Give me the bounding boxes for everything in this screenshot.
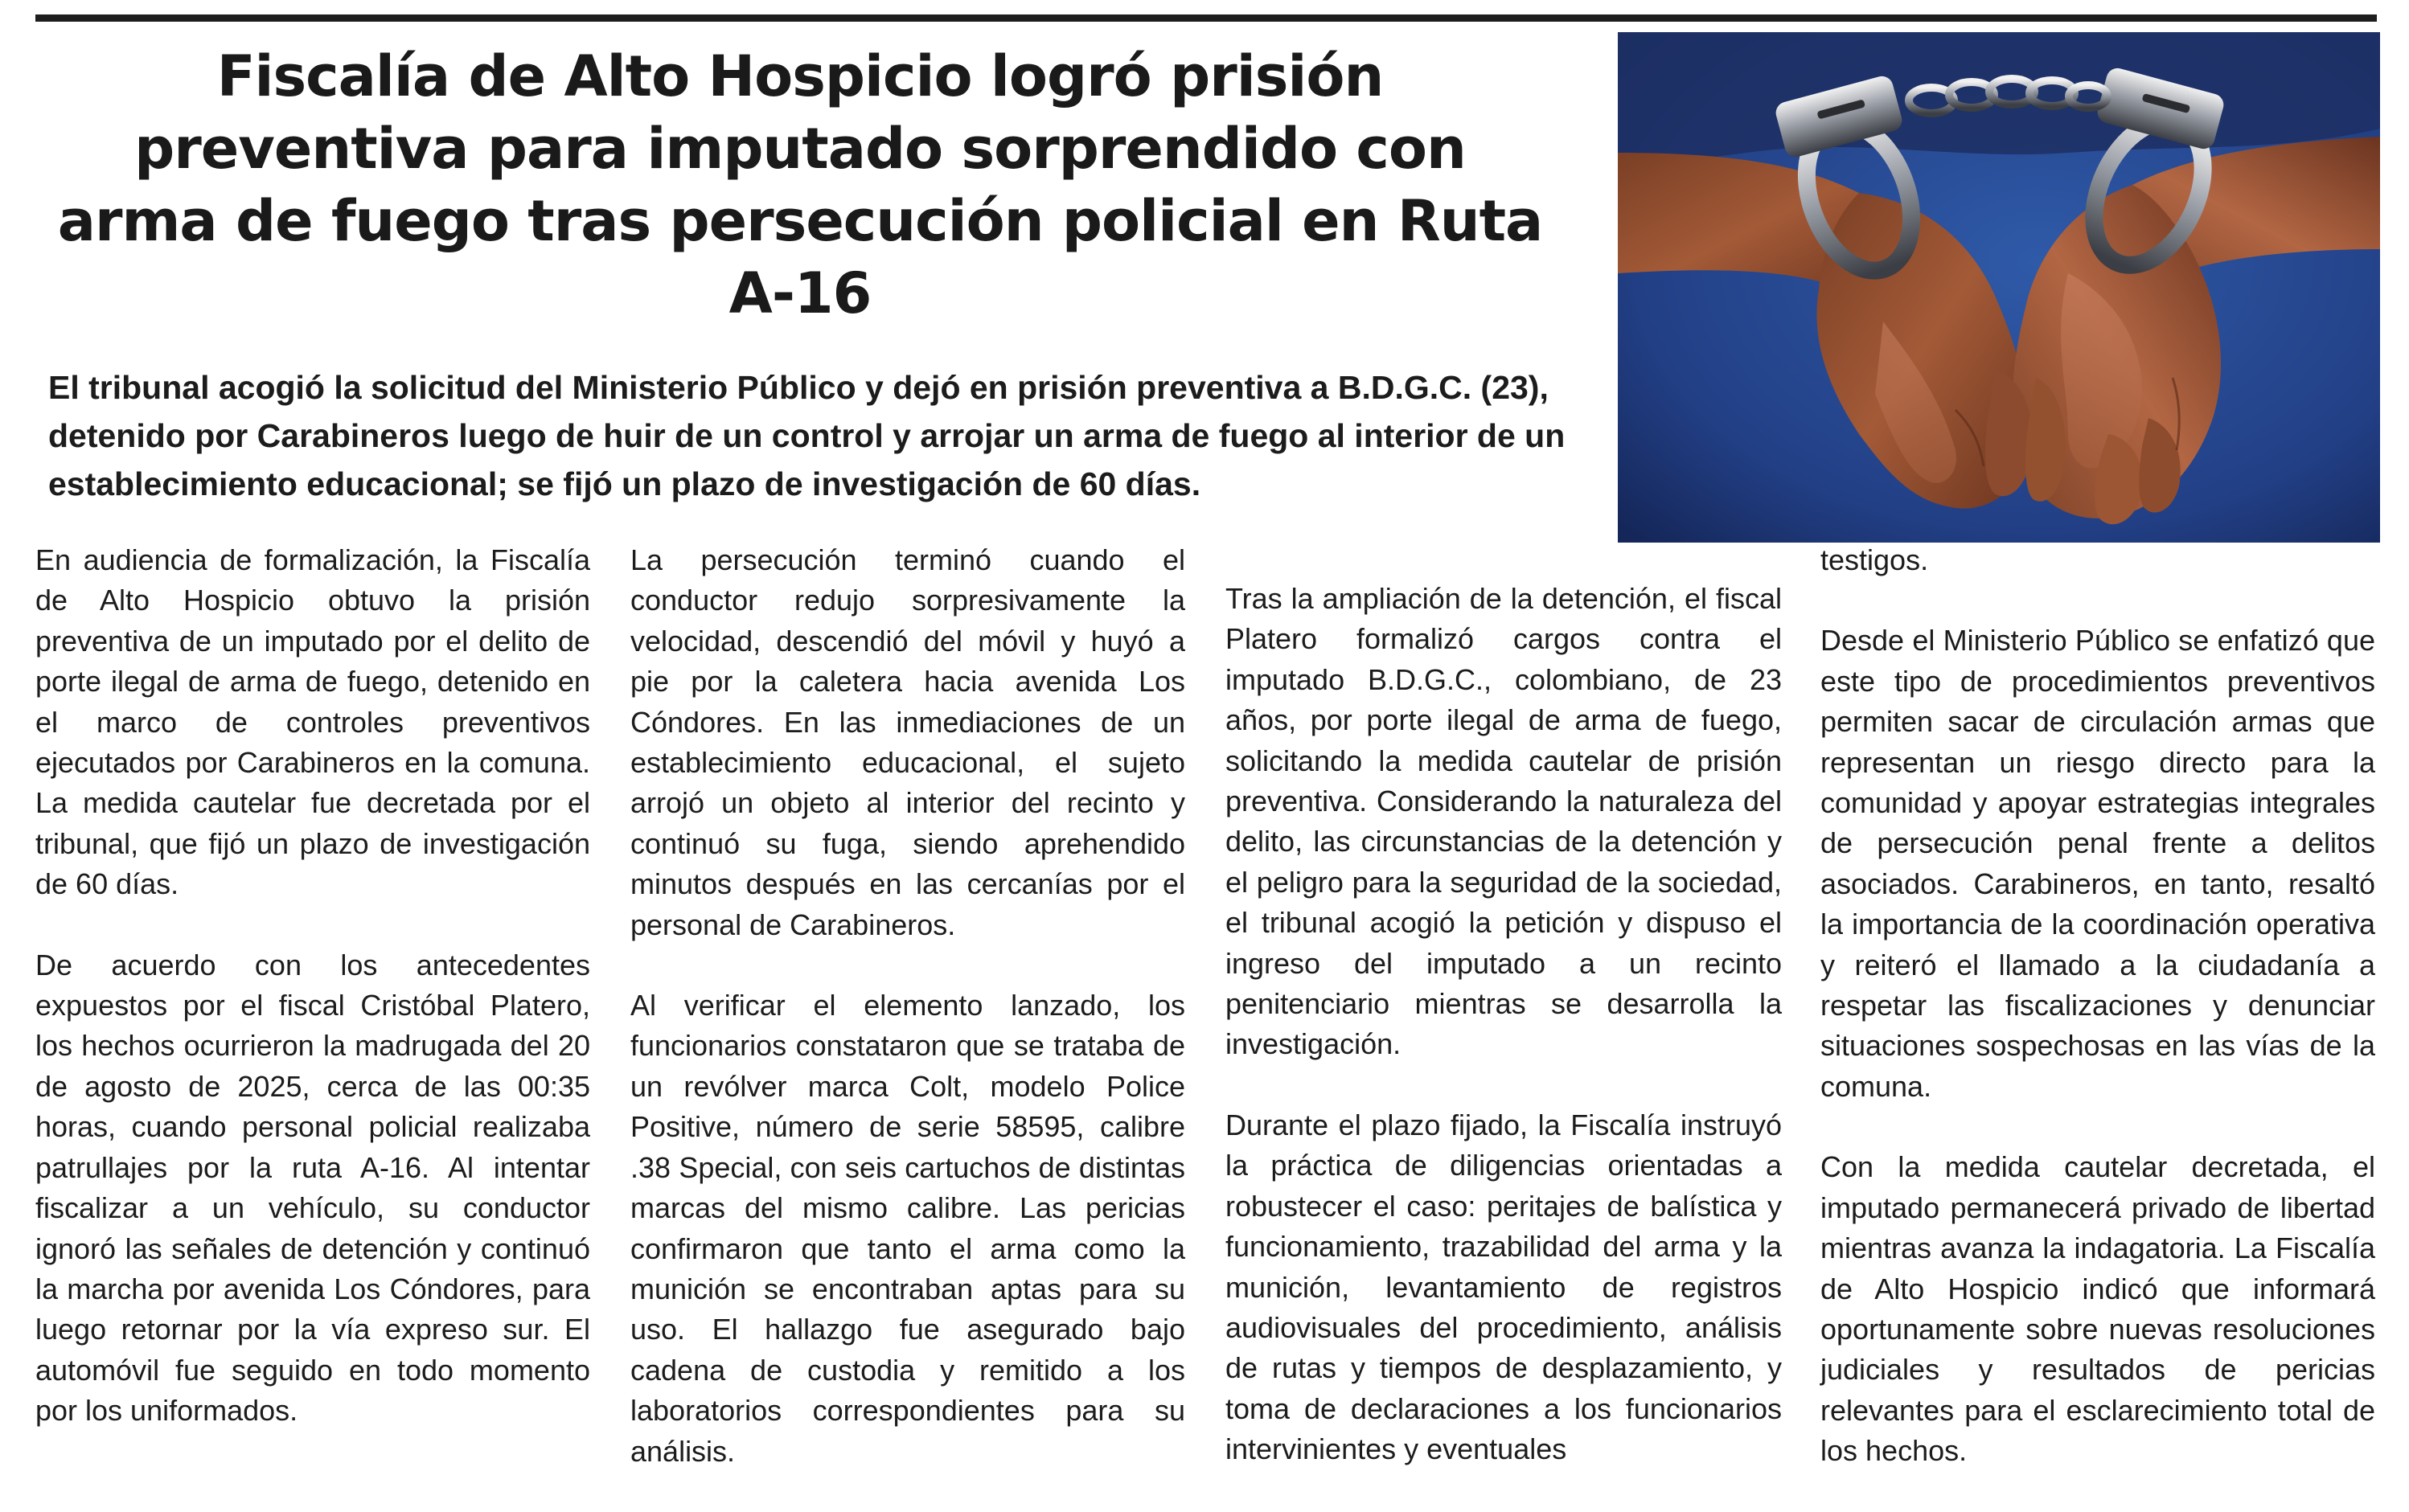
body-paragraph: En audiencia de formalización, la Fiscalía de Alto Hospicio obtuvo la prisión preventiva de un imputado por el delito de porte ilegal de arma de fuego, detenido en el marco de controles preventivos ejecutados por Carabineros en la comuna. La medida cautelar fue decretada por el tribunal, que fijó un plazo de investigación de 60 días. (35, 543, 590, 901)
article-column-1 (35, 540, 590, 1472)
body-paragraph: Tras la ampliación de la detención, el fiscal Platero formalizó cargos contra el imputado B.D.G.C., colombiano, de 23 años, por porte ilegal de arma de fuego, solicitando la medida cautelar de prisión preventiva. Considerando la naturaleza del delito, las circunstancias de la detención y el peligro para la seguridad de la sociedad, el tribunal acogió la petición y dispuso el ingreso del imputado a un recinto penitenciario mientras se desarrolla la investigación. (1225, 582, 1782, 1061)
body-paragraph: Durante el plazo fijado, la Fiscalía instruyó la práctica de diligencias orientadas a robustecer el caso: peritajes de balística y funcionamiento, trazabilidad del arma y la munición, levantamiento de registros audiovisuales del procedimiento, análisis de rutas y tiempos de desplazamiento, y toma de declaraciones a los funcionarios intervinientes y eventuales (1225, 1108, 1782, 1466)
headline: Fiscalía de Alto Hospicio logró prisión preventiva para imputado sorprendido con arma de fuego tras persecución policial en Ruta A-16 (57, 43, 1543, 326)
handcuffs-photo (1618, 32, 2380, 543)
body-paragraph: Con la medida cautelar decretada, el imputado permanecerá privado de libertad mientras avanza la indagatoria. La Fiscalía de Alto Hospicio indicó que informará oportunamente sobre nuevas resoluciones judiciales y resultados de pericias relevantes para el esclarecimiento total de los hechos. (1820, 1150, 2375, 1468)
handcuffs-illustration (1618, 32, 2380, 543)
body-paragraph: La persecución terminó cuando el conductor redujo sorpresivamente la velocidad, descendió del móvil y huyó a pie por la caletera hacia avenida Los Cóndores. En las inmediaciones de un establecimiento educacional, el sujeto arrojó un objeto al interior del recinto y continuó su fuga, siendo aprehendido minutos después en las cercanías por el personal de Carabineros. (630, 543, 1185, 941)
article-column-4 (1820, 540, 2375, 1512)
body-paragraph-continued: testigos. (1820, 543, 1929, 576)
lead-paragraph: El tribunal acogió la solicitud del Ministerio Público y dejó en prisión preventiva a B.D.G.C. (23), detenido por Carabineros luego de huir de un control y arrojar un arma de fuego al interior de un establecimiento educacional; se fijó un plazo de investigación de 60 días. (48, 369, 1566, 502)
article-column-2 (630, 540, 1185, 1512)
body-paragraph: De acuerdo con los antecedentes expuestos por el fiscal Cristóbal Platero, los hechos ocurrieron la madrugada del 20 de agosto de 2025, cerca de las 00:35 horas, cuando personal policial realizaba patrullajes por la ruta A-16. Al intentar fiscalizar a un vehículo, su conductor ignoró las señales de detención y continuó la marcha por avenida Los Cóndores, para luego retornar por la vía expreso sur. El automóvil fue seguido en todo momento por los uniformados. (35, 948, 590, 1428)
body-paragraph: Al verificar el elemento lanzado, los funcionarios constataron que se trataba de un revólver marca Colt, modelo Police Positive, número de serie 58595, calibre .38 Special, con seis cartuchos de distintas marcas del mismo calibre. Las pericias confirmaron que tanto el arma como la munición se encontraban aptas para su uso. El hallazgo fue asegurado bajo cadena de custodia y remitido a los laboratorios correspondientes para su análisis. (630, 989, 1185, 1468)
top-rule (35, 14, 2377, 22)
body-paragraph: Desde el Ministerio Público se enfatizó que este tipo de procedimientos preventivos permiten sacar de circulación armas que representan un riesgo directo para la comunidad y apoyar estrategias integrales de persecución penal frente a delitos asociados. Carabineros, en tanto, resaltó la importancia de la coordinación operativa y reiteró el llamado a la ciudadanía a respetar las fiscalizaciones y denunciar situaciones sospechosas en las vías de la comuna. (1820, 624, 2375, 1103)
article-column-3 (1225, 579, 1782, 1510)
